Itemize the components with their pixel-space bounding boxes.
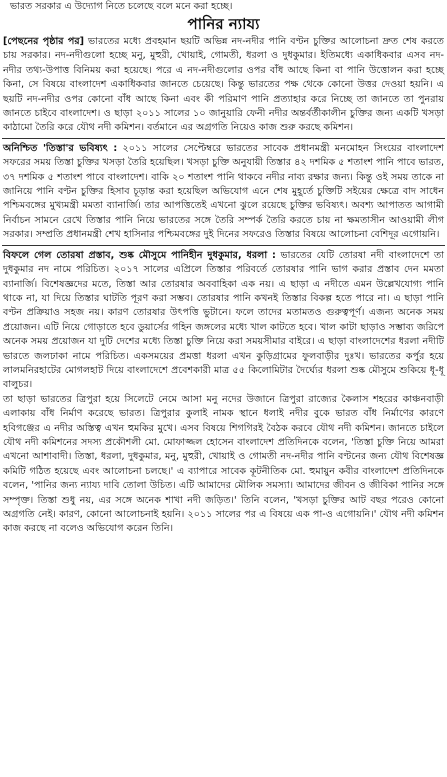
section-teesta-subhead: অনিশ্চিত 'তিস্তা'র ভবিষ্যৎ : [3,142,118,154]
section-torsa-body: ভারতের যেটি তোরষা নদী বাংলাদেশে তা দুধকুমার নদ নামে পরিচিত। ২০১৭ সালের এপ্রিলে তিস্তার পরিবর্তে তোরষার পানি ভাগ করার প্রস্তাব দেন মমতা ব্যানার্জি। বিশেষজ্ঞদের মতে, তিস্তা আর তোরষার অববাহিকা এক নয়। এ ছাড়া এ নদীতে এমন উল্লেখযোগ্য পানি থাকে না, যা দিয়ে তিস্তার ঘাটতি পূরণ করা সম্ভব। তোরষার পানি কখনই তিস্তার বিকল্প হতে পারে না। এ ছাড়া পানি বণ্টন প্রক্রিয়াও সহজ নয়। কারণ তোরষার উৎপত্তি ভুটানে। ফলে তাদের মতামতও গুরুত্বপূর্ণ। এজন্য অনেক সময় প্রয়োজন। এটি নিয়ে গোড়াতে হবে ডুয়ার্সের গহিন জঙ্গলের মধ্যে খাল কাটতে হবে। খাল কাটা ছাড়াও সম্ভাব্য জরিপে অনেক সময় প্রয়োজন যা দুটি দেশের মধ্যে তিস্তা চুক্তি নিয়ে করা সময়সীমার বাইরে। এ ছাড়া বাংলাদেশের ধরলা নদীটি ভারতে জলঢাকা নামে পরিচিত। একসময়ের প্রমত্তা ধরলা এখন কুড়িগ্রামের ফুলবাড়ীর দুঃখ। ভারতের কর্পুর হয়ে লালমনিরহাটের মোগলহাট দিয়ে বাংলাদেশে প্রবেশকারী মাত্র ৫৫ কিলোমিটার দৈর্ঘ্যের ধরলা শুষ্ক মৌসুমে শুকিয়ে ধূ-ধূ বালুচর। [3,249,444,391]
section-divider [2,245,445,246]
section-commission [2,393,445,537]
section-teesta-body: ২০১১ সালের সেপ্টেম্বরে ভারতের সাবেক প্রধানমন্ত্রী মনমোহন সিংয়ের বাংলাদেশ সফরের সময় তিস্তা চুক্তির খসড়া তৈরি হয়েছিল। খসড়া চুক্তি অনুযায়ী তিস্তার ৪২ দশমিক ৫ শতাংশ পানি পাবে ভারত, ৩৭ দশমিক ৫ শতাংশ পাবে বাংলাদেশ। বাকি ২০ শতাংশ পানি থাকবে নদীর নাব্য রক্ষার জন্য। কিন্তু ওই সময় তাকে না জানিয়ে পানি বণ্টন চুক্তির হিসাব চূড়ান্ত করা হয়েছিল অভিযোগ এনে শেষ মুহূর্তে চুক্তিটি সইয়ের ক্ষেত্রে বাদ সাধেন পশ্চিমবঙ্গের মুখ্যমন্ত্রী মমতা ব্যানার্জি। তার আপত্তিতেই এখনো ঝুলে রয়েছে চুক্তির ভবিষ্যৎ। অবশ্য আপাতত আগামী নির্বাচন সামনে রেখে তিস্তার পানি নিয়ে ভারতের সঙ্গে তৈরি সম্পর্ক তৈরি করতে চায় না ক্ষমতাসীন আওয়ামী লীগ সরকার। সম্প্রতি প্রধানমন্ত্রী শেখ হাসিনার পশ্চিমবঙ্গের দুই দিনের সফরেও তিস্তার বিষয়ে আলোচনা বেশিদূর এগোয়নি। [3,142,444,241]
article-headline: পানির ন্যায্য [187,15,260,33]
continued-from-label: [পেছনের পৃষ্ঠার পর] [3,36,85,47]
continued-top-line: ভারত সরকার এ উদ্যোগ নিতে চলেছে বলে মনে করা হচ্ছে। [10,1,233,12]
section-torsa-subhead: বিফলে গেল তোরষা প্রস্তাব, শুষ্ক মৌসুমে পানিহীন দুধকুমার, ধরলা : [3,249,276,261]
section-torsa [2,249,445,393]
section-intro-body: ভারতের মধ্যে প্রবহমান ছয়টি অভিন্ন নদ-নদীর পানি বণ্টন চুক্তির আলোচনা দ্রুত শেষ করতে চায় সরকার। নদ-নদীগুলো হচ্ছে মনু, মুহুরী, খোয়াই, গোমতী, ধরলা ও দুধকুমার। ইতিমধ্যে একাধিকবার এসব নদ-নদীর তথ্য-উপাত্ত বিনিময় করা হয়েছে। পরে এ নদ-নদীগুলোর ওপর বাঁধ আছে কিনা বা পানি উত্তোলন করা হচ্ছে কিনা, সে বিষয়ে বাংলাদেশ একাধিকবার জানতে চেয়েছে। কিন্তু ভারতের পক্ষ থেকে কোনো উত্তর দেওয়া হয়নি। এ ছয়টি নদ-নদীর ওপর কোনো বাঁধ আছে কিনা এবং কী পরিমাণ পানি প্রত্যাহার করে নিচ্ছে তা জানতে তা পুনরায় জানতে চাইবে বাংলাদেশ। ও ছাড়া ২০১১ সালের ১০ জানুয়ারি ফেনী নদীর অন্তর্বর্তীকালীন চুক্তির জন্য একটি খসড়া কাঠামো তৈরি করে যৌথ নদী কমিশন। বর্তমানে এর অগ্রগতি নিয়েও কাজ শুরু করছে কমিশন। [3,36,444,134]
section-divider [2,138,445,139]
section-commission-body: তা ছাড়া ভারতের ত্রিপুরা হয়ে সিলেটে নেমে আসা মনু নদের উজানে ত্রিপুরা রাজ্যের কৈলাস শহরের কাঞ্চনবাড়ী এলাকায় বাঁধ নির্মাণ করেছে ভারত। ত্রিপুরার কুলাই নামক স্থানে ধলাই নদীর বুকে ভারত বাঁধ নির্মাণের কারণে হবিগঞ্জের এ নদীর অস্তিত্ব এখন হুমকির মুখে। এসব বিষয়ে শিগগিরই বৈঠক করবে যৌথ নদী কমিশন। জানতে চাইলে যৌথ নদী কমিশনের সদস্য প্রকৌশলী মো. মোফাজ্জল হোসেন বাংলাদেশ প্রতিদিনকে বলেন, 'তিস্তা চুক্তি নিয়ে আমরা এখনো আশাবাদী। তিস্তা, ধরলা, দুধকুমার, মনু, মুহুরী, খোয়াই ও গোমতী নদ-নদীর পানি বণ্টনের জন্য যৌথ বিশেষজ্ঞ কমিটি গঠিত হয়েছে এবং আলোচনা চলছে।' এ ব্যাপারে সাবেক কূটনীতিক মো. হুমায়ুন কবীর বাংলাদেশ প্রতিদিনকে বলেন, 'পানির জন্য ন্যায্য দাবি তোলা উচিত। এটি আমাদের মৌলিক সমস্যা। আমাদের জীবন ও জীবিকা পানির সঙ্গে সম্পৃক্ত। তিস্তা শুধু নয়, এর সঙ্গে অনেক শাখা নদী জড়িত।' তিনি বলেন, 'খসড়া চুক্তির আট বছর পরেও কোনো অগ্রগতি নেই। কারণ, কোনো আলোচনাই হয়নি। ২০১১ সালের পর এ বিষয়ে এক পা-ও এগোয়নি।' যৌথ নদী কমিশন কাজ করছে না বলেও অভিযোগ করেন তিনি। [3,393,444,535]
section-teesta [2,142,445,243]
section-intro [2,35,445,136]
